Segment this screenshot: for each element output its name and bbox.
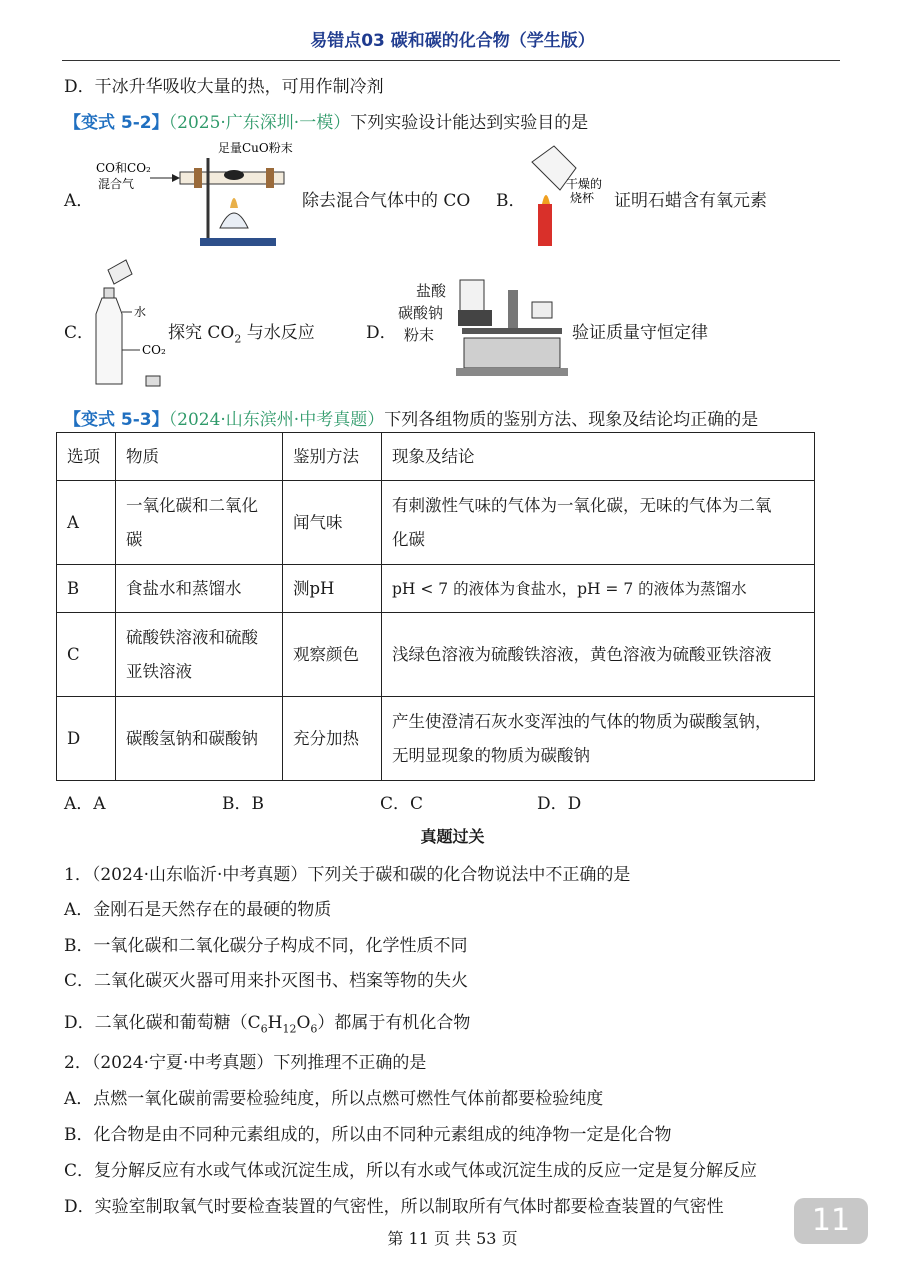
fig-b-label-1: 干燥的 — [566, 177, 603, 191]
q1-d-o: O — [296, 1013, 311, 1033]
section-title: 真题过关 — [420, 827, 485, 846]
q2-option-b: B．化合物是由不同种元素组成的，所以由不同种元素组成的纯净物一定是化合物 — [64, 1125, 672, 1145]
table-cell-result: pH < 7 的液体为食盐水，pH = 7 的液体为蒸馏水 — [382, 565, 815, 613]
substance-line: 碳 — [126, 529, 143, 549]
cuo-powder — [224, 170, 244, 180]
substance-line: 硫酸铁溶液和硫酸 — [126, 627, 258, 647]
bottle-cap — [104, 288, 114, 298]
table-header-cell: 选项 — [57, 433, 116, 481]
table-cell-result: 浅绿色溶液为硫酸铁溶液，黄色溶液为硫酸亚铁溶液 — [382, 613, 815, 697]
table-cell-option: C — [57, 613, 116, 697]
choice-b: B．B — [222, 794, 264, 814]
table-row — [57, 613, 815, 697]
table-row — [57, 481, 815, 565]
table-header-cell: 鉴别方法 — [283, 433, 382, 481]
stopper-right — [266, 168, 274, 188]
q2-option-d: D．实验室制取氧气时要检查装置的气密性，所以制取所有气体时都要检查装置的气密性 — [64, 1197, 724, 1217]
fig-d-label-2: 碳酸钠 — [398, 304, 444, 322]
result-line: 有刺激性气味的气体为一氧化碳，无味的气体为二氧 — [392, 495, 772, 515]
substance-line: 一氧化碳和二氧化 — [126, 495, 258, 515]
table-cell-option: B — [57, 565, 116, 613]
balance-body — [464, 338, 560, 368]
table-cell-substance — [116, 481, 283, 565]
q1-option-a: A．金刚石是天然存在的最硬的物质 — [64, 900, 332, 920]
page-badge[interactable]: 11 — [794, 1198, 868, 1244]
q1-d-pre: D．二氧化碳和葡萄糖（C — [64, 1013, 261, 1033]
bottle-figure — [92, 258, 168, 390]
table-cell-method: 观察颜色 — [283, 613, 382, 697]
table-cell-method: 测pH — [283, 565, 382, 613]
top-option-d: D．干冰升华吸收大量的热，可用作制冷剂 — [64, 77, 384, 97]
variant-5-2-title — [64, 108, 588, 133]
lamp-flame — [230, 198, 238, 208]
sodium-carbonate-beaker — [458, 310, 492, 326]
q1-d-h: H — [267, 1013, 283, 1033]
option-d-letter: D． — [366, 323, 397, 343]
table-cell-result — [382, 481, 815, 565]
fig-c-label-co2: CO₂ — [142, 343, 166, 357]
fig-d-label-1: 盐酸 — [416, 282, 447, 300]
variant-5-3-title — [64, 405, 758, 430]
fig-a-label-gas: CO和CO₂ — [96, 161, 151, 175]
option-c-letter: C． — [64, 323, 95, 343]
variant-tag: 【变式 5-2】 — [64, 113, 169, 133]
variant-source: （2024·山东滨州·中考真题） — [168, 410, 385, 430]
identification-table — [56, 432, 815, 781]
plastic-bottle — [96, 298, 122, 384]
balance-base — [456, 368, 568, 376]
q1-stem: 1．（2024·山东临沂·中考真题）下列关于碳和碳的化合物说法中不正确的是 — [64, 865, 631, 885]
option-c-text-pre: 探究 CO — [168, 323, 235, 343]
balance-figure — [452, 276, 570, 380]
q2-option-a: A．点燃一氧化碳前需要检验纯度，所以点燃可燃性气体前都要检验纯度 — [64, 1089, 604, 1109]
q2-stem: 2．（2024·宁夏·中考真题）下列推理不正确的是 — [64, 1053, 427, 1073]
q1-option-c: C．二氧化碳灭火器可用来扑灭图书、档案等物的失火 — [64, 971, 469, 991]
result-line: 化碳 — [392, 529, 425, 549]
table-header-cell: 现象及结论 — [382, 433, 815, 481]
q1-d-post: ）都属于有机化合物 — [317, 1013, 471, 1033]
choice-c: C．C — [380, 794, 424, 814]
q1-option-d — [64, 1008, 470, 1035]
candle-beaker-figure — [520, 142, 610, 252]
water-beaker — [108, 260, 132, 284]
variant-question: 下列各组物质的鉴别方法、现象及结论均正确的是 — [384, 410, 759, 430]
table-cell-option: A — [57, 481, 116, 565]
q1-d-sub: 6 — [310, 1022, 318, 1036]
stand-base — [200, 238, 276, 246]
stopper-left — [194, 168, 202, 188]
page-title: 易错点03 碳和碳的化合物（学生版） — [310, 31, 595, 51]
weights — [532, 302, 552, 318]
fig-a-label-mix: 混合气 — [98, 177, 135, 191]
table-cell-result — [382, 697, 815, 781]
fig-c-label-water: 水 — [134, 305, 147, 319]
table-cell-substance: 食盐水和蒸馏水 — [116, 565, 283, 613]
header-divider — [62, 60, 840, 61]
balance-pillar — [508, 290, 518, 330]
option-a-text: 除去混合气体中的 CO — [302, 191, 471, 211]
acid-beaker — [460, 280, 484, 312]
q2-option-c: C．复分解反应有水或气体或沉淀生成，所以有水或气体或沉淀生成的反应一定是复分解反应 — [64, 1161, 758, 1181]
bottle-cap-loose — [146, 376, 160, 386]
table-cell-substance — [116, 613, 283, 697]
variant-tag: 【变式 5-3】 — [64, 410, 169, 430]
fig-a-label-powder: 足量CuO粉末 — [218, 141, 293, 155]
choice-a: A．A — [64, 794, 106, 814]
page-number: 第 11 页 共 53 页 — [387, 1229, 518, 1248]
result-line: 无明显现象的物质为碳酸钠 — [392, 745, 590, 765]
alcohol-lamp — [220, 213, 248, 228]
fig-d-label-3: 粉末 — [404, 326, 435, 344]
table-cell-substance: 碳酸氢钠和碳酸钠 — [116, 697, 283, 781]
option-c-text-post: 与水反应 — [241, 323, 315, 343]
option-c-sub: 2 — [234, 332, 242, 346]
option-b-letter: B． — [496, 191, 526, 211]
option-a-letter: A． — [64, 191, 94, 211]
arrow-head — [172, 174, 180, 182]
substance-line: 亚铁溶液 — [126, 661, 192, 681]
candle-flame — [542, 195, 550, 204]
variant-source: （2025·广东深圳·一模） — [168, 113, 351, 133]
fig-b-label-2: 烧杯 — [570, 191, 595, 205]
candle — [538, 204, 552, 246]
choice-d: D．D — [537, 794, 582, 814]
table-row — [57, 697, 815, 781]
q1-option-b: B．一氧化碳和二氧化碳分子构成不同，化学性质不同 — [64, 936, 468, 956]
table-cell-option: D — [57, 697, 116, 781]
table-header-row — [57, 433, 815, 481]
option-b-text: 证明石蜡含有氧元素 — [614, 191, 767, 211]
table-row — [57, 565, 815, 613]
apparatus-a-figure — [94, 138, 300, 250]
result-line: 产生使澄清石灰水变浑浊的气体的物质为碳酸氢钠， — [392, 711, 772, 731]
table-cell-method: 充分加热 — [283, 697, 382, 781]
balance-beam — [462, 328, 562, 334]
q1-d-sub: 12 — [282, 1022, 297, 1036]
option-c-text — [168, 318, 315, 345]
table-header-cell: 物质 — [116, 433, 283, 481]
table-cell-method: 闻气味 — [283, 481, 382, 565]
option-d-text: 验证质量守恒定律 — [572, 323, 708, 343]
variant-question: 下列实验设计能达到实验目的是 — [350, 113, 589, 133]
q1-d-sub: 6 — [260, 1022, 268, 1036]
